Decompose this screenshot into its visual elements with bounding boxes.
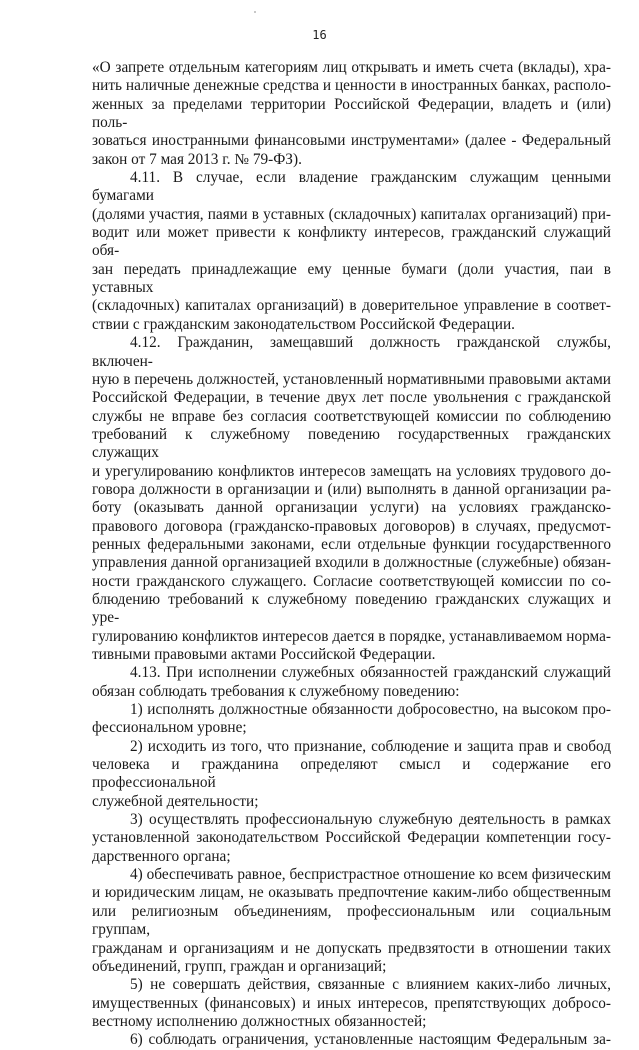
paragraph-4-11 [92, 169, 611, 334]
text-line: 4.13. При исполнении служебных обязанностей гражданский служащий [130, 664, 611, 682]
list-item-4 [92, 866, 611, 976]
text-line: вестному исполнению должностных обязанностей; [92, 1012, 427, 1030]
scan-dot [254, 11, 256, 13]
text-line: объединений, групп, граждан и организаций; [92, 957, 387, 975]
text-line: 4) обеспечивать равное, беспристрастное отношение ко всем физическим [130, 866, 611, 884]
paragraph-law-reference [92, 59, 611, 169]
text-line: или религиозным объединениям, профессиональным или социальным группам, [92, 902, 611, 939]
text-line: ренных федеральными законами, если отдельные функции государственного [92, 535, 611, 553]
text-line: блюдению требований к служебному поведению гражданских служащих и уре- [92, 590, 611, 627]
text-line: нить наличные денежные средства и ценности в иностранных банках, располо- [92, 77, 611, 95]
text-line: зоваться иностранными финансовыми инструментами» (далее - Федеральный [92, 132, 611, 150]
text-line: дарственного органа; [92, 847, 231, 865]
text-line: закон от 7 мая 2013 г. № 79-ФЗ). [92, 150, 302, 168]
text-line: 4.12. Гражданин, замещавший должность гражданской службы, включен- [92, 334, 611, 370]
text-line: зан передать принадлежащие ему ценные бумаги (доли участия, паи в уставных [92, 260, 611, 297]
text-line: 1) исполнять должностные обязанности добросовестно, на высоком про- [130, 701, 611, 719]
text-line: 4.11. В случае, если владение гражданским служащим ценными бумагами [92, 169, 611, 205]
paragraph-4-12 [92, 334, 611, 664]
text-line: 6) соблюдать ограничения, установленные настоящим Федеральным за- [130, 1031, 611, 1049]
document-body [92, 59, 611, 1050]
text-line: говора должности в организации и (или) выполнять в данной организации ра- [92, 480, 611, 498]
text-line: (складочных) капиталах организаций) в доверительное управление в соответ- [92, 297, 611, 315]
text-line: тивными правовыми актами Российской Федерации. [92, 646, 436, 663]
text-line: имущественных (финансовых) и иных интересов, препятствующих добросо- [92, 994, 611, 1012]
page-number: 16 [312, 28, 327, 42]
text-line: правового договора (гражданско-правовых договоров) в случаях, предусмот- [92, 517, 611, 535]
list-item-2 [92, 738, 611, 811]
text-line: служебной деятельности; [92, 792, 259, 810]
text-line: 2) исходить из того, что признание, соблюдение и защита прав и свобод [130, 737, 611, 755]
text-line: обязан соблюдать требования к служебному поведению: [92, 682, 460, 700]
text-line: службы не вправе без согласия соответствующей комиссии по соблюдению [92, 407, 611, 425]
text-line: управления данной организацией входили в должностные (служебные) обязан- [92, 554, 611, 572]
text-line: фессиональном уровне; [92, 719, 247, 737]
text-line: женных за пределами территории Российской Федерации, владеть и (или) поль- [92, 95, 611, 132]
text-line: гражданам и организациям и не допускать предвзятости в отношении таких [92, 939, 611, 957]
text-line: «О запрете отдельным категориям лиц открывать и иметь счета (вклады), хра- [92, 59, 611, 76]
text-line: (долями участия, паями в уставных (складочных) капиталах организаций) при- [92, 205, 611, 223]
text-line: боту (оказывать данной организации услуги) на условиях гражданско- [92, 499, 611, 517]
text-line: 3) осуществлять профессиональную служебную деятельность в рамках [130, 811, 611, 829]
text-line: и урегулированию конфликтов интересов замещать на условиях трудового до- [92, 462, 611, 480]
list-item-5 [92, 976, 611, 1031]
text-line: требований к служебному поведению государственных гражданских служащих [92, 425, 611, 462]
list-item-6 [92, 1031, 611, 1049]
paragraph-4-13 [92, 664, 611, 701]
text-line: водит или может привести к конфликту интересов, гражданский служащий обя- [92, 224, 611, 260]
text-line: человека и гражданина определяют смысл и содержание его профессиональной [92, 756, 611, 792]
text-line: ности гражданского служащего. Согласие соответствующей комиссии по со- [92, 572, 611, 590]
text-line: гулированию конфликтов интересов дается в порядке, устанавливаемом норма- [92, 627, 611, 645]
text-line: ствии с гражданским законодательством Российской Федерации. [92, 315, 515, 333]
list-item-3 [92, 811, 611, 866]
text-line: и юридическим лицам, не оказывать предпочтение каким-либо общественным [92, 884, 611, 902]
list-item-1 [92, 701, 611, 738]
text-line: ную в перечень должностей, установленный нормативными правовыми актами [92, 370, 611, 388]
text-line: Российской Федерации, в течение двух лет после увольнения с гражданской [92, 389, 611, 407]
text-line: 5) не совершать действия, связанные с влиянием каких-либо личных, [130, 976, 611, 994]
text-line: установленной законодательством Российской Федерации компетенции госу- [92, 829, 611, 847]
